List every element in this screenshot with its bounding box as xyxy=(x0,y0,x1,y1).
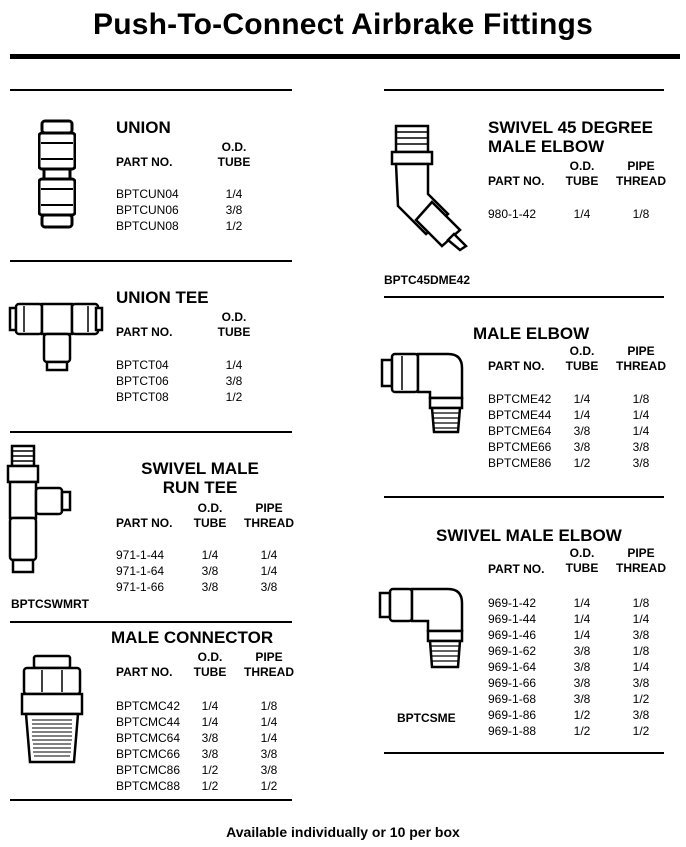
male-connector-pipe-header: PIPE THREAD xyxy=(244,650,294,679)
pipe-thread-cell: 1/4 xyxy=(260,715,278,729)
pipe-thread-cell: 1/2 xyxy=(260,779,278,793)
union-tee-od-header: O.D. TUBE xyxy=(217,310,251,339)
section-divider xyxy=(10,799,292,801)
tube-size-cell: 3/8 xyxy=(225,203,243,217)
male-elbow-pipe-header: PIPE THREAD xyxy=(616,344,666,373)
part-number-cell: 971-1-44 xyxy=(116,548,165,562)
swivel-45-pipe-header: PIPE THREAD xyxy=(616,159,666,188)
section-divider xyxy=(384,89,664,91)
part-number-cell: 969-1-88 xyxy=(488,724,537,738)
part-number-cell: BPTCMC66 xyxy=(116,747,181,761)
part-number-cell: 969-1-62 xyxy=(488,644,537,658)
pipe-thread-cell: 1/4 xyxy=(260,548,278,562)
part-number-cell: BPTCUN08 xyxy=(116,219,179,233)
part-number-cell: BPTCMC88 xyxy=(116,779,181,793)
pipe-thread-cell: 3/8 xyxy=(260,580,278,594)
tube-size-cell: 1/2 xyxy=(573,708,591,722)
tube-size-cell: 1/4 xyxy=(225,187,243,201)
pipe-thread-cell: 3/8 xyxy=(632,456,650,470)
part-number-cell: 971-1-64 xyxy=(116,564,165,578)
pipe-thread-cell: 3/8 xyxy=(632,628,650,642)
swivel-run-tee-fitting-image xyxy=(4,444,74,576)
pipe-thread-cell: 1/2 xyxy=(632,692,650,706)
pipe-thread-cell: 1/4 xyxy=(632,612,650,626)
tube-size-cell: 1/4 xyxy=(573,612,591,626)
union-tee-title: UNION TEE xyxy=(116,288,209,307)
pipe-thread-cell: 1/8 xyxy=(632,644,650,658)
tube-size-cell: 3/8 xyxy=(573,440,591,454)
tube-size-cell: 1/4 xyxy=(573,596,591,610)
swivel-45-part-header: PART NO. xyxy=(488,174,545,188)
union-tee-part-header: PART NO. xyxy=(116,325,173,339)
tube-size-cell: 1/4 xyxy=(201,699,219,713)
part-number-cell: BPTCUN06 xyxy=(116,203,179,217)
male-connector-part-header: PART NO. xyxy=(116,665,173,679)
swivel-45-code: BPTC45DME42 xyxy=(384,273,471,287)
union-od-header: O.D. TUBE xyxy=(217,140,251,169)
tube-size-cell: 3/8 xyxy=(573,676,591,690)
pipe-thread-cell: 1/2 xyxy=(632,724,650,738)
pipe-thread-cell: 3/8 xyxy=(632,708,650,722)
part-number-cell: BPTCMC64 xyxy=(116,731,181,745)
pipe-thread-cell: 1/8 xyxy=(632,596,650,610)
part-number-cell: BPTCME64 xyxy=(488,424,552,438)
part-number-cell: 969-1-64 xyxy=(488,660,537,674)
part-number-cell: BPTCME42 xyxy=(488,392,552,406)
part-number-cell: BPTCMC42 xyxy=(116,699,181,713)
pipe-thread-cell: 1/8 xyxy=(260,699,278,713)
section-divider xyxy=(384,296,664,298)
male-connector-title: MALE CONNECTOR xyxy=(111,628,274,647)
tube-size-cell: 1/2 xyxy=(201,779,219,793)
union-part-header: PART NO. xyxy=(116,155,173,169)
tube-size-cell: 1/2 xyxy=(573,724,591,738)
swivel-run-tee-code: BPTCSWMRT xyxy=(11,597,89,611)
union-tee-fitting-image xyxy=(8,296,104,374)
part-number-cell: BPTCUN04 xyxy=(116,187,179,201)
title-divider xyxy=(10,54,680,59)
swivel-run-tee-od-header: O.D. TUBE xyxy=(193,501,227,530)
male-elbow-title: MALE ELBOW xyxy=(473,324,590,343)
section-divider xyxy=(10,431,292,433)
tube-size-cell: 1/2 xyxy=(225,390,243,404)
availability-note: Available individually or 10 per box xyxy=(226,824,460,840)
part-number-cell: 969-1-66 xyxy=(488,676,537,690)
tube-size-cell: 1/4 xyxy=(573,408,591,422)
section-divider xyxy=(10,260,292,262)
swivel-male-elbow-part-header: PART NO. xyxy=(488,562,545,576)
tube-size-cell: 1/4 xyxy=(573,628,591,642)
swivel-45-od-header: O.D. TUBE xyxy=(565,159,599,188)
swivel-run-tee-pipe-header: PIPE THREAD xyxy=(244,501,294,530)
tube-size-cell: 3/8 xyxy=(573,660,591,674)
tube-size-cell: 3/8 xyxy=(573,424,591,438)
pipe-thread-cell: 1/8 xyxy=(632,392,650,406)
part-number-cell: 971-1-66 xyxy=(116,580,165,594)
part-number-cell: BPTCME44 xyxy=(488,408,552,422)
part-number-cell: 969-1-86 xyxy=(488,708,537,722)
tube-size-cell: 3/8 xyxy=(201,731,219,745)
union-fitting-image xyxy=(38,118,76,230)
male-elbow-part-header: PART NO. xyxy=(488,359,545,373)
tube-size-cell: 1/2 xyxy=(201,763,219,777)
swivel-45-title: SWIVEL 45 DEGREE MALE ELBOW xyxy=(488,118,654,156)
pipe-thread-cell: 3/8 xyxy=(260,747,278,761)
part-number-cell: 980-1-42 xyxy=(488,207,537,221)
pipe-thread-cell: 3/8 xyxy=(632,440,650,454)
part-number-cell: 969-1-44 xyxy=(488,612,537,626)
pipe-thread-cell: 1/4 xyxy=(632,424,650,438)
male-connector-fitting-image xyxy=(20,654,84,766)
union-title: UNION xyxy=(116,118,171,137)
pipe-thread-cell: 1/4 xyxy=(632,660,650,674)
pipe-thread-cell: 1/4 xyxy=(260,731,278,745)
swivel-run-tee-title: SWIVEL MALE RUN TEE xyxy=(141,459,259,497)
tube-size-cell: 3/8 xyxy=(573,692,591,706)
male-connector-od-header: O.D. TUBE xyxy=(193,650,227,679)
pipe-thread-cell: 1/8 xyxy=(632,207,650,221)
part-number-cell: BPTCMC44 xyxy=(116,715,181,729)
section-divider xyxy=(10,89,292,91)
tube-size-cell: 1/4 xyxy=(225,358,243,372)
part-number-cell: 969-1-42 xyxy=(488,596,537,610)
male-elbow-fitting-image xyxy=(380,348,466,436)
pipe-thread-cell: 1/4 xyxy=(632,408,650,422)
section-divider xyxy=(384,752,664,754)
swivel-male-elbow-fitting-image xyxy=(378,585,468,671)
tube-size-cell: 3/8 xyxy=(201,747,219,761)
tube-size-cell: 3/8 xyxy=(201,580,219,594)
swivel-male-elbow-code: BPTCSME xyxy=(397,711,456,725)
tube-size-cell: 1/4 xyxy=(201,548,219,562)
tube-size-cell: 3/8 xyxy=(573,644,591,658)
part-number-cell: BPTCME86 xyxy=(488,456,552,470)
male-elbow-od-header: O.D. TUBE xyxy=(565,344,599,373)
tube-size-cell: 1/2 xyxy=(573,456,591,470)
tube-size-cell: 3/8 xyxy=(201,564,219,578)
section-divider xyxy=(10,621,292,623)
swivel-run-tee-part-header: PART NO. xyxy=(116,516,173,530)
pipe-thread-cell: 1/4 xyxy=(260,564,278,578)
pipe-thread-cell: 3/8 xyxy=(632,676,650,690)
part-number-cell: BPTCME66 xyxy=(488,440,552,454)
part-number-cell: BPTCT06 xyxy=(116,374,169,388)
tube-size-cell: 1/4 xyxy=(573,207,591,221)
part-number-cell: BPTCT04 xyxy=(116,358,169,372)
tube-size-cell: 3/8 xyxy=(225,374,243,388)
swivel-male-elbow-title: SWIVEL MALE ELBOW xyxy=(436,526,622,545)
section-divider xyxy=(384,496,664,498)
tube-size-cell: 1/4 xyxy=(573,392,591,406)
swivel-male-elbow-pipe-header: PIPE THREAD xyxy=(616,546,666,575)
part-number-cell: BPTCT08 xyxy=(116,390,169,404)
swivel-45-fitting-image xyxy=(388,122,472,252)
tube-size-cell: 1/4 xyxy=(201,715,219,729)
swivel-male-elbow-od-header: O.D. TUBE xyxy=(565,546,599,575)
page-title: Push-To-Connect Airbrake Fittings xyxy=(93,8,593,41)
part-number-cell: BPTCMC86 xyxy=(116,763,181,777)
pipe-thread-cell: 3/8 xyxy=(260,763,278,777)
part-number-cell: 969-1-68 xyxy=(488,692,537,706)
part-number-cell: 969-1-46 xyxy=(488,628,537,642)
tube-size-cell: 1/2 xyxy=(225,219,243,233)
